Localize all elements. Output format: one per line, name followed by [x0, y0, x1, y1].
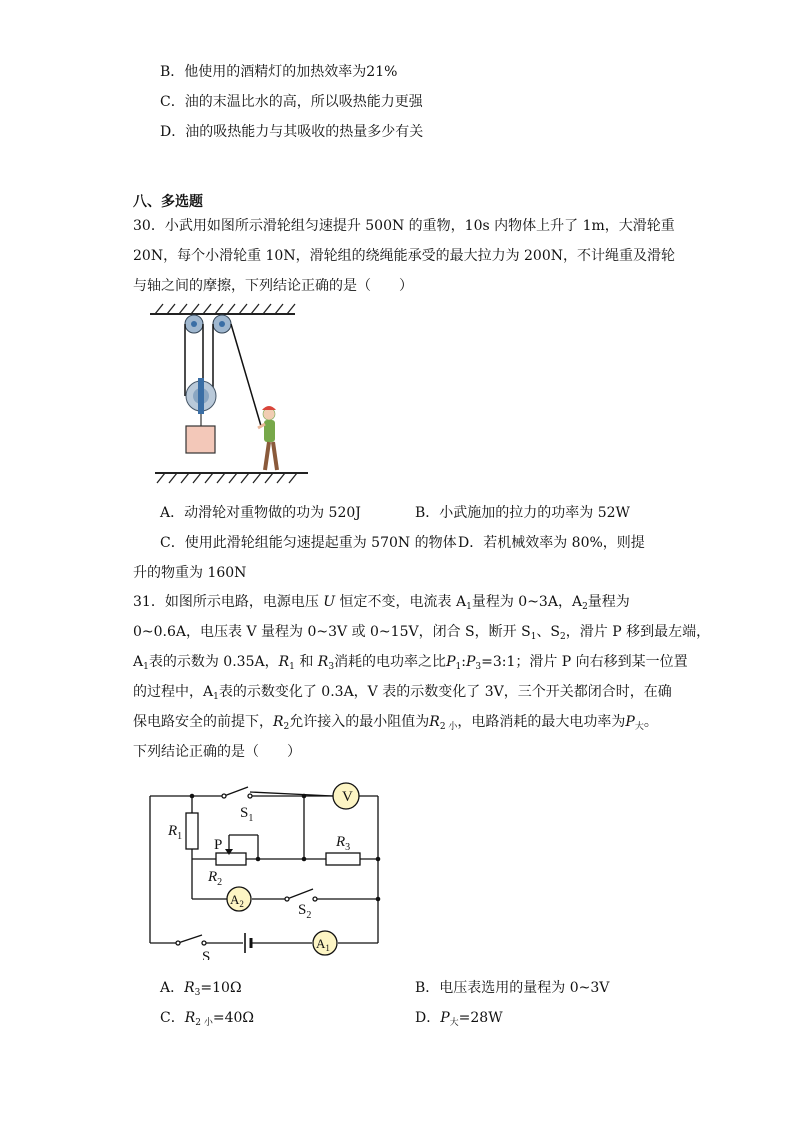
q30-option-b: B．小武施加的拉力的功率为 52W: [415, 505, 630, 521]
q30-option-d-line2: 升的物重为 160N: [133, 565, 247, 581]
q31-stem-line3: $A_1$表的示数为 0.35A，$R_1$ 和 $R_3$消耗的电功率之比$P_1:P_3=3:1$；滑片 P 向右移到某一位置: [133, 654, 688, 672]
slider-p-label: P: [214, 837, 223, 853]
voltmeter-label: V: [342, 789, 353, 805]
switch-s1-label: $S_1$: [240, 805, 254, 824]
switch-s2-label: $S_2$: [298, 902, 312, 921]
q31-stem-line1: 31．如图所示电路，电源电压 U 恒定不变，电流表 $A_1$量程为 0~3A，$A_2$量程为: [133, 594, 630, 612]
q30-stem-line3: 与轴之间的摩擦，下列结论正确的是（ ）: [133, 278, 413, 294]
q31-stem-line4: 的过程中，$A_1$表的示数变化了 0.3A，V 表的示数变化了 3V，三个开关都闭合时，在确: [133, 684, 672, 702]
q31-option-c: C．$R_{2 小}=40\Omega$: [160, 1010, 255, 1028]
switch-s-label: S: [202, 949, 211, 960]
r3-label: $R_3$: [336, 834, 351, 853]
prev-option-c: C．油的末温比水的高，所以吸热能力更强: [160, 94, 423, 110]
q30-option-c: C．使用此滑轮组能匀速提起重为 570N 的物体: [160, 535, 457, 551]
prev-option-b: B．他使用的酒精灯的加热效率为21%: [160, 64, 398, 80]
q30-stem-line1: 30．小武用如图所示滑轮组匀速提升 500N 的重物，10s 内物体上升了 1m，大滑轮重: [133, 218, 675, 234]
q31-option-d: D．$P_大=28W$: [415, 1010, 503, 1028]
q31-stem-line2: 0~0.6A，电压表 V 量程为 0~3V 或 0~15V，闭合 S，断开 $S_1$、$S_2$，滑片 P 移到最左端，: [133, 624, 711, 642]
r1-label: $R_1$: [168, 823, 183, 842]
r2-label: $R_2$: [208, 869, 223, 888]
q30-stem-line2: 20N，每个小滑轮重 10N，滑轮组的绕绳能承受的最大拉力为 200N，不计绳重及滑轮: [133, 248, 675, 264]
q30-option-a: A．动滑轮对重物做的功为 520J: [160, 505, 361, 521]
prev-option-d: D．油的吸热能力与其吸收的热量多少有关: [160, 124, 424, 140]
section-title: 八、多选题: [133, 194, 203, 210]
q31-stem-line6: 下列结论正确的是（ ）: [133, 744, 301, 760]
q31-option-b: B．电压表选用的量程为 0~3V: [415, 980, 610, 996]
q31-stem-line5: 保电路安全的前提下，$R_2$允许接入的最小阻值为$R_{2 小}$，电路消耗的最大电功率为$P_大$。: [133, 714, 658, 732]
pulley-figure: [145, 300, 315, 490]
ammeter-a1-label: $A_1$: [316, 936, 330, 953]
q30-option-d-line1: D．若机械效率为 80%，则提: [458, 535, 645, 551]
q31-option-a: A．$R_3=10\Omega$: [160, 980, 242, 998]
circuit-diagram: [140, 775, 390, 960]
ammeter-a2-label: $A_2$: [230, 892, 244, 909]
